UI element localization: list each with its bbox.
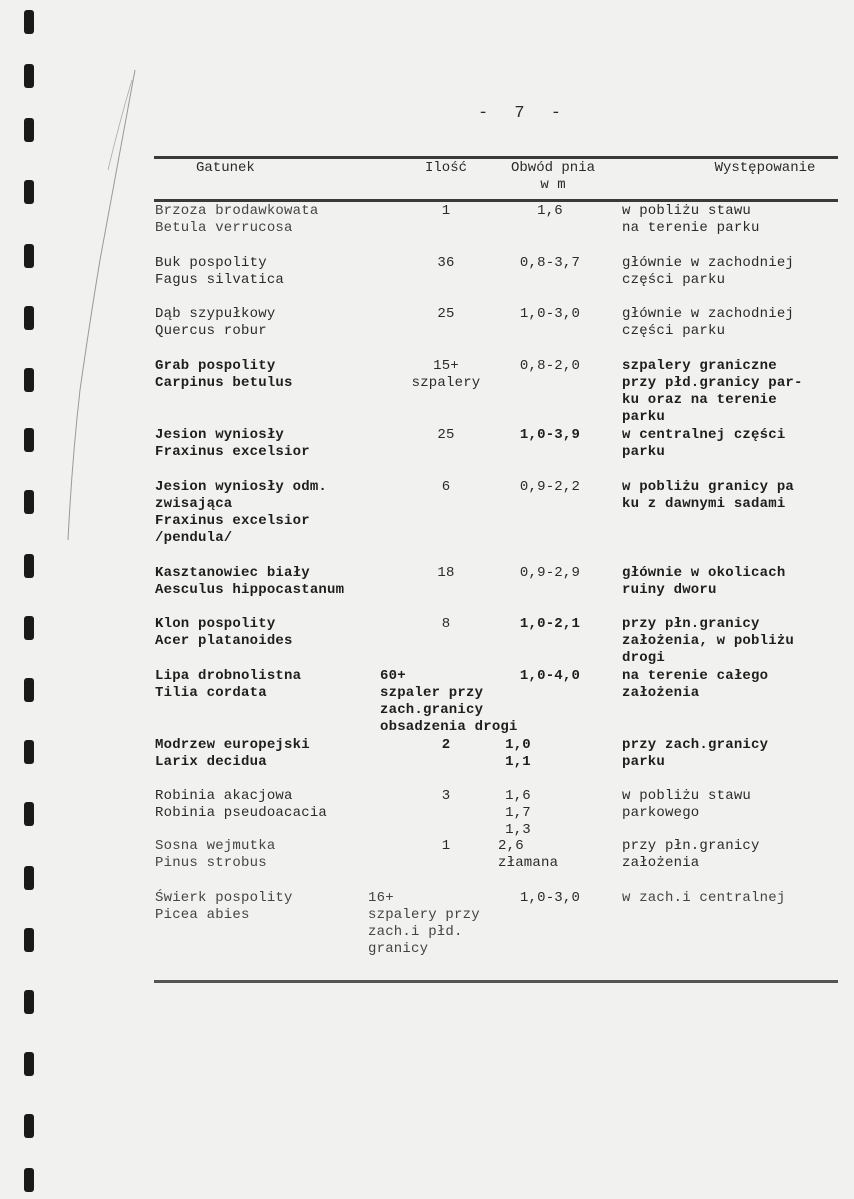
cell-species: Klon pospolity Acer platanoides [155, 616, 293, 649]
table-header-rule [154, 199, 838, 202]
cell-quantity: 16+ szpalery przy zach.i płd. granicy [368, 890, 480, 957]
table-top-rule [154, 156, 838, 159]
cell-quantity: 1 [441, 203, 451, 219]
binding-holes [24, 0, 38, 1199]
cell-species: Jesion wyniosły odm. zwisająca Fraxinus excelsior /pendula/ [155, 479, 328, 546]
cell-occurrence: na terenie całego założenia [622, 668, 769, 701]
header-species: Gatunek [196, 160, 255, 176]
binding-hole [24, 616, 34, 640]
cell-girth: 0,8-3,7 [519, 255, 581, 271]
cell-species: Kasztanowiec biały Aesculus hippocastanum [155, 565, 345, 598]
binding-hole [24, 928, 34, 952]
binding-hole [24, 490, 34, 514]
binding-hole [24, 990, 34, 1014]
cell-occurrence: w pobliżu granicy pa ku z dawnymi sadami [622, 479, 795, 512]
header-quantity: Ilość [424, 160, 467, 176]
cell-species: Jesion wyniosły Fraxinus excelsior [155, 427, 310, 460]
cell-girth: 1,0-3,0 [519, 890, 581, 906]
cell-species: Dąb szypułkowy Quercus robur [155, 306, 276, 339]
cell-occurrence: szpalery graniczne przy płd.granicy par- ku oraz na terenie parku [622, 358, 803, 425]
binding-hole [24, 1114, 34, 1138]
binding-hole [24, 866, 34, 890]
cell-quantity: 3 [441, 788, 451, 804]
cell-girth: 1,0 1,1 [505, 737, 531, 770]
cell-quantity: 25 [437, 306, 455, 322]
cell-species: Lipa drobnolistna Tilia cordata [155, 668, 302, 701]
binding-hole [24, 1052, 34, 1076]
cell-occurrence: przy płn.granicy założenia, w pobliżu drogi [622, 616, 795, 666]
cell-quantity: 18 [437, 565, 455, 581]
cell-girth: 2,6 złamana [498, 838, 559, 871]
cell-species: Modrzew europejski Larix decidua [155, 737, 310, 770]
cell-occurrence: w pobliżu stawu parkowego [622, 788, 752, 821]
binding-hole [24, 678, 34, 702]
cell-quantity: 25 [437, 427, 455, 443]
cell-girth: 0,8-2,0 [519, 358, 581, 374]
cell-occurrence: przy zach.granicy parku [622, 737, 769, 770]
binding-hole [24, 428, 34, 452]
binding-hole [24, 306, 34, 330]
cell-girth: 1,0-4,0 [519, 668, 581, 684]
cell-quantity: 60+ szpaler przy zach.granicy obsadzenia drogi [380, 668, 518, 735]
page-number: - 7 - [478, 104, 570, 123]
binding-hole [24, 118, 34, 142]
binding-hole [24, 368, 34, 392]
binding-hole [24, 10, 34, 34]
binding-hole [24, 1168, 34, 1192]
cell-quantity: 6 [441, 479, 451, 495]
cell-quantity: 2 [441, 737, 451, 753]
pencil-margin-mark [60, 60, 160, 560]
cell-species: Brzoza brodawkowata Betula verrucosa [155, 203, 319, 236]
cell-girth: 1,6 [537, 203, 563, 219]
cell-quantity: 15+ szpalery [411, 358, 481, 391]
cell-species: Robinia akacjowa Robinia pseudoacacia [155, 788, 328, 821]
header-occurrence: Występowanie [714, 160, 816, 176]
cell-occurrence: w zach.i centralnej [622, 890, 786, 906]
cell-occurrence: głównie w zachodniej części parku [622, 255, 795, 288]
cell-species: Grab pospolity Carpinus betulus [155, 358, 293, 391]
binding-hole [24, 554, 34, 578]
binding-hole [24, 802, 34, 826]
cell-girth: 1,0-2,1 [519, 616, 581, 632]
cell-girth: 1,0-3,9 [519, 427, 581, 443]
cell-quantity: 1 [441, 838, 451, 854]
cell-occurrence: w pobliżu stawu na terenie parku [622, 203, 760, 236]
cell-species: Sosna wejmutka Pinus strobus [155, 838, 276, 871]
cell-species: Świerk pospolity Picea abies [155, 890, 293, 923]
cell-occurrence: głównie w zachodniej części parku [622, 306, 795, 339]
cell-girth: 0,9-2,9 [519, 565, 581, 581]
cell-occurrence: przy płn.granicy założenia [622, 838, 760, 871]
cell-quantity: 36 [437, 255, 455, 271]
cell-occurrence: głównie w okolicach ruiny dworu [622, 565, 786, 598]
cell-girth: 1,0-3,0 [519, 306, 581, 322]
cell-quantity: 8 [441, 616, 451, 632]
table-bottom-rule [154, 980, 838, 983]
binding-hole [24, 740, 34, 764]
binding-hole [24, 244, 34, 268]
header-girth: Obwód pnia w m [510, 160, 595, 193]
cell-occurrence: w centralnej części parku [622, 427, 786, 460]
binding-hole [24, 180, 34, 204]
cell-species: Buk pospolity Fagus silvatica [155, 255, 285, 288]
cell-girth: 0,9-2,2 [519, 479, 581, 495]
binding-hole [24, 64, 34, 88]
cell-girth: 1,6 1,7 1,3 [505, 788, 531, 838]
